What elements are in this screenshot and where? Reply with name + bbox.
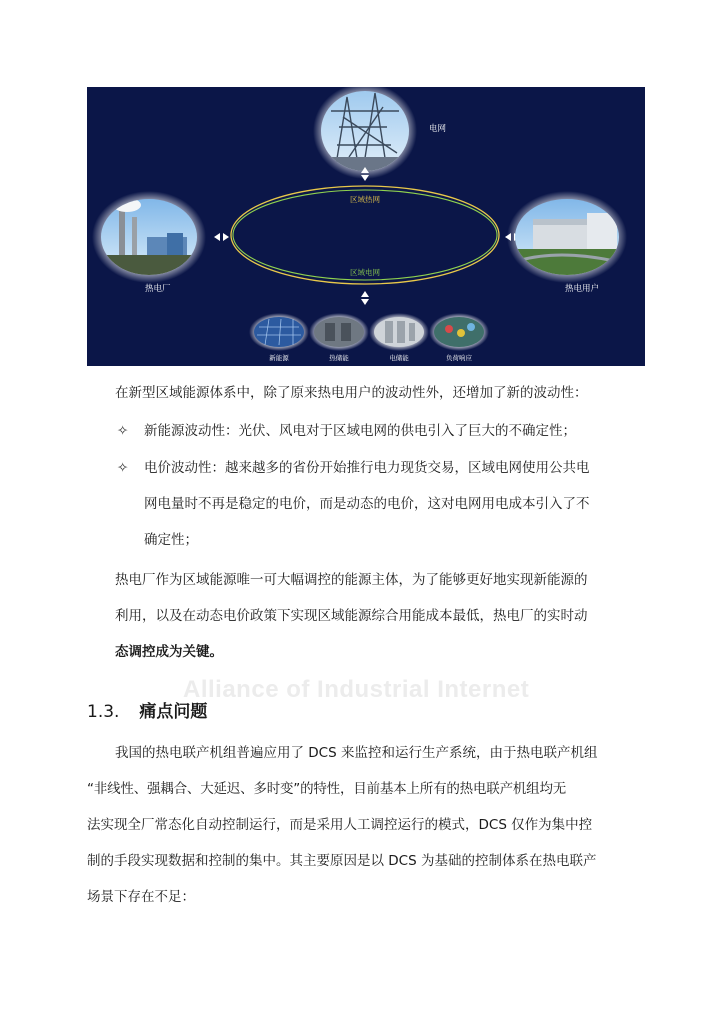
bullet-text-line: 电价波动性：越来越多的省份开始推行电力现货交易，区域电网使用公共电 (144, 460, 590, 476)
arrow-plant-icon (214, 233, 229, 241)
conclusion-paragraph (87, 562, 647, 670)
paragraph-line: 法实现全厂常态化自动控制运行，而是采用人工调控运行的模式，DCS 仅作为集中控 (87, 817, 593, 833)
bottom-label-heat-storage: 热储能 (329, 354, 349, 362)
load-response-photo (429, 313, 489, 351)
watermark: Alliance of Industrial Internet (183, 676, 530, 703)
section-heading (87, 697, 207, 727)
diamond-star-icon: ✧ (117, 460, 129, 476)
heat-network-label: 区域热网 (350, 195, 380, 204)
bullet-renewable (117, 413, 647, 449)
intro-paragraph: 在新型区域能源体系中，除了原来热电用户的波动性外，还增加了新的波动性： (115, 385, 588, 401)
bottom-label-load-response: 负荷响应 (446, 354, 472, 362)
body-paragraph (87, 735, 647, 915)
paragraph-line: 场景下存在不足： (87, 889, 195, 905)
new-energy-photo (249, 313, 309, 351)
paragraph-line: 制的手段实现数据和控制的集中。其主要原因是以 DCS 为基础的控制体系在热电联产 (87, 853, 597, 869)
paragraph-line: 利用，以及在动态电价政策下实现区域能源综合用能成本最低，热电厂的实时动 (115, 608, 588, 624)
bullet-text-line: 网电量时不再是稳定的电价，而是动态的电价，这对电网用电成本引入了不 (144, 496, 590, 512)
section-number: 1.3. (87, 702, 120, 722)
diagram-canvas (87, 87, 645, 366)
grid-label: 电网 (429, 124, 447, 134)
diamond-star-icon: ✧ (117, 423, 129, 439)
plant-label: 热电厂 (145, 284, 171, 294)
heat-storage-photo (309, 313, 369, 351)
bottom-label-power-storage: 电储能 (389, 354, 409, 362)
paragraph-line: 热电厂作为区域能源唯一可大幅调控的能源主体，为了能够更好地实现新能源的 (115, 572, 588, 588)
power-storage-photo (369, 313, 429, 351)
paragraph-line: 态调控成为关键。 (115, 644, 223, 660)
bullet-price (117, 450, 647, 558)
user-label: 热电用户 (565, 284, 600, 294)
section-title: 痛点问题 (139, 702, 208, 722)
bottom-label-new-energy: 新能源 (269, 354, 289, 362)
paragraph-line: 我国的热电联产机组普遍应用了 DCS 来监控和运行生产系统，由于热电联产机组 (115, 745, 598, 761)
energy-system-diagram (87, 87, 645, 366)
bullet-text: 新能源波动性：光伏、风电对于区域电网的供电引入了巨大的不确定性； (144, 423, 576, 439)
arrow-bottom-icon (361, 291, 369, 305)
bullet-text-line: 确定性； (144, 532, 198, 548)
paragraph-line: “非线性、强耦合、大延迟、多时变”的特性，目前基本上所有的热电联产机组均无 (87, 781, 567, 797)
power-network-label: 区域电网 (350, 268, 380, 277)
